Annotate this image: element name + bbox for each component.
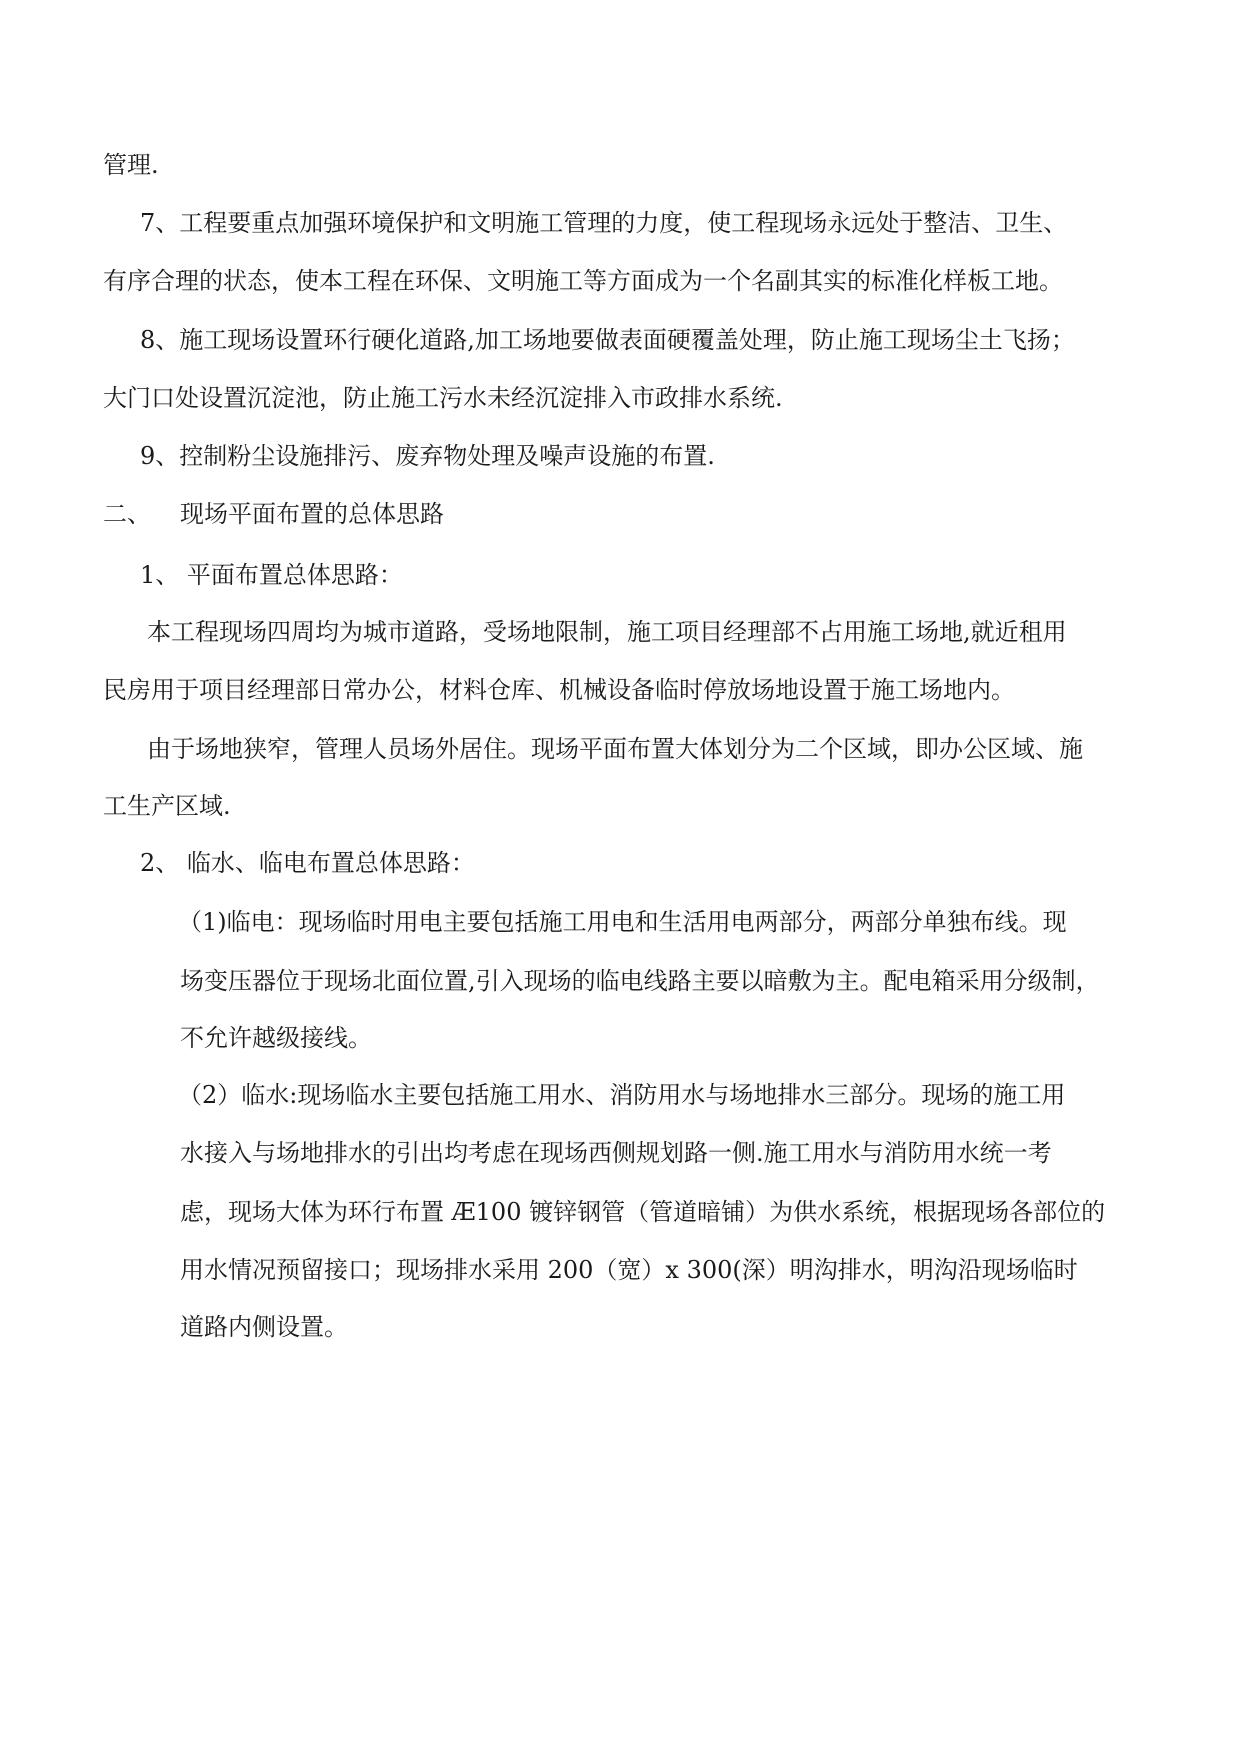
text-line: 8、施工现场设置环行硬化道路,加工场地要做表面硬覆盖处理，防止施工现场尘土飞扬； <box>140 326 1075 354</box>
text-line: （2）临水:现场临水主要包括施工用水、消防用水与场地排水三部分。现场的施工用 <box>178 1081 1066 1109</box>
text-line: 工生产区域. <box>103 792 231 820</box>
section-heading: 现场平面布置的总体思路 <box>180 500 444 528</box>
text-line: 管理. <box>103 151 159 179</box>
text-line: 场变压器位于现场北面位置,引入现场的临电线路主要以暗敷为主。配电箱采用分级制， <box>180 967 1100 995</box>
text-line: 7、工程要重点加强环境保护和文明施工管理的力度，使工程现场永远处于整洁、卫生、 <box>140 209 1068 237</box>
section-number: 二、 <box>103 500 151 528</box>
text-line: 民房用于项目经理部日常办公，材料仓库、机械设备临时停放场地设置于施工场地内。 <box>103 676 1015 704</box>
text-line: 道路内侧设置。 <box>180 1313 348 1341</box>
text-line: 9、控制粉尘设施排污、废弃物处理及噪声设施的布置. <box>140 442 715 470</box>
text-line: 不允许越级接线。 <box>180 1024 372 1052</box>
text-line: 本工程现场四周均为城市道路，受场地限制，施工项目经理部不占用施工场地,就近租用 <box>147 618 1067 646</box>
text-line: 由于场地狭窄，管理人员场外居住。现场平面布置大体划分为二个区域，即办公区域、施 <box>147 735 1083 763</box>
text-line: （1)临电：现场临时用电主要包括施工用电和生活用电两部分，两部分单独布线。现 <box>178 908 1067 936</box>
text-line: 水接入与场地排水的引出均考虑在现场西侧规划路一侧.施工用水与消防用水统一考 <box>180 1139 1052 1167</box>
text-line: 虑，现场大体为环行布置 Æ100 镀锌钢管（管道暗铺）为供水系统，根据现场各部位的 <box>180 1198 1106 1226</box>
text-line: 大门口处设置沉淀池，防止施工污水未经沉淀排入市政排水系统. <box>103 384 783 412</box>
subsection-heading: 1、 平面布置总体思路： <box>140 561 403 589</box>
subsection-heading: 2、 临水、临电布置总体思路： <box>140 849 475 877</box>
text-line: 用水情况预留接口；现场排水采用 200（宽）x 300(深）明沟排水，明沟沿现场临时 <box>180 1256 1078 1284</box>
text-line: 有序合理的状态，使本工程在环保、文明施工等方面成为一个名副其实的标准化样板工地。 <box>103 267 1063 295</box>
